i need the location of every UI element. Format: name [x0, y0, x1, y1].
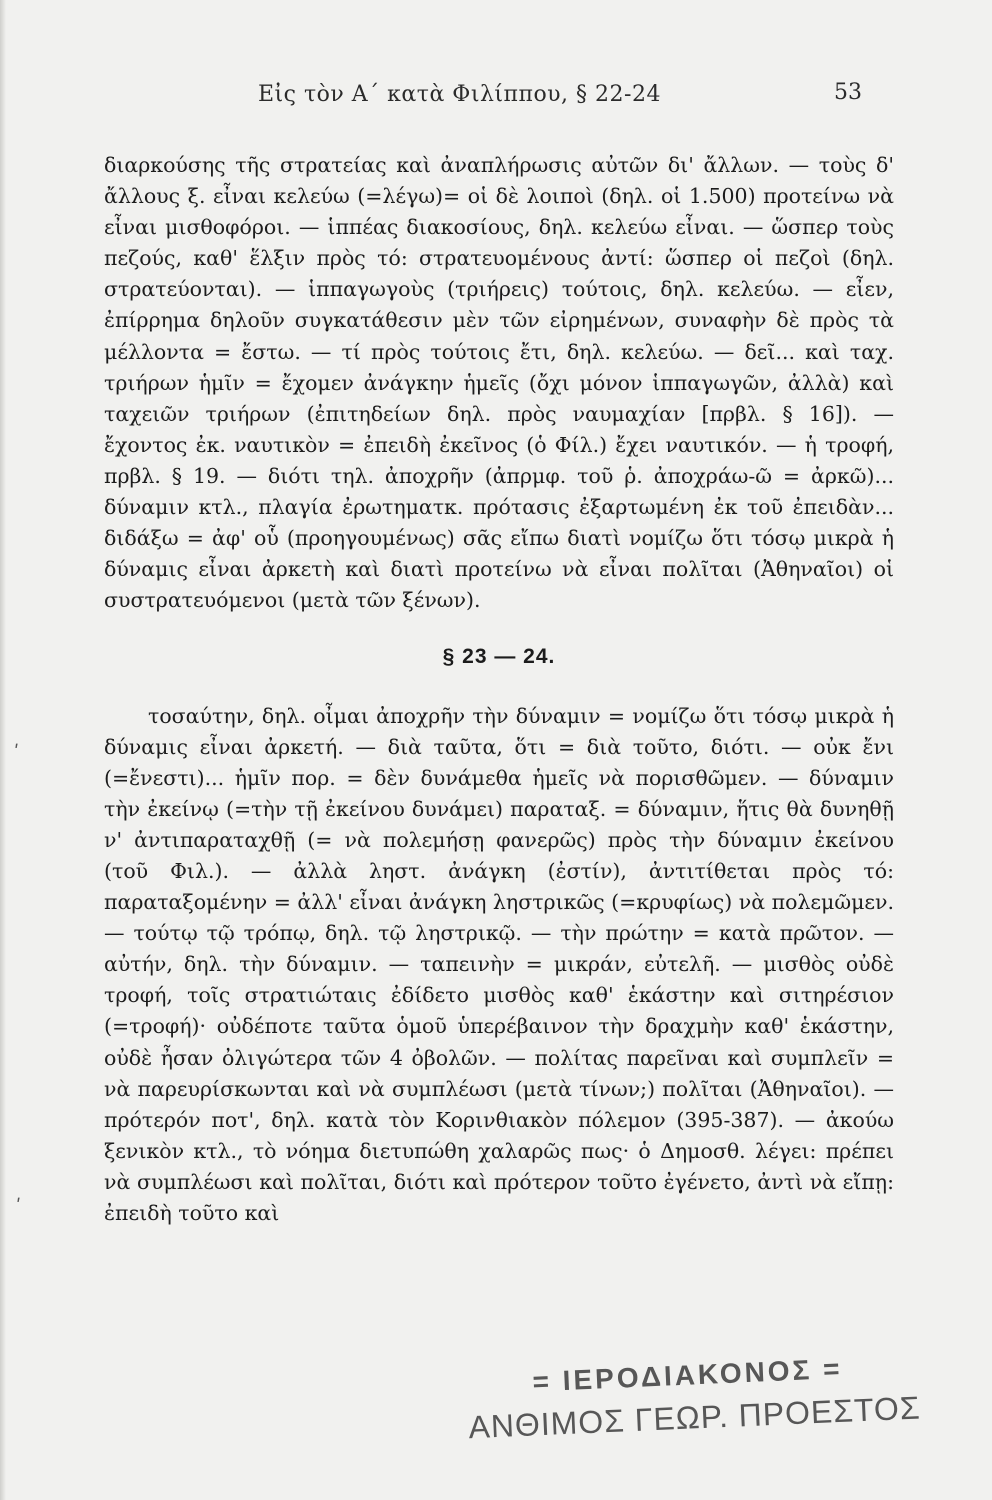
stamp-title: = ΙΕΡΟΔΙΑΚΟΝΟΣ = — [531, 1352, 844, 1398]
owner-stamp — [466, 1345, 940, 1475]
margin-mark: ʹ — [14, 742, 20, 763]
commentary-paragraph-1: διαρκούσης τῆς στρατείας καὶ ἀναπλήρωσις αὐτῶν δι' ἄλλων. — τοὺς δ' ἄλλους ξ. εἶναι κελεύω (=λέγω)= οἱ δὲ λοιποὶ (δηλ. οἱ 1.500) προτείνω νὰ εἶναι μισθοφόροι. — ἱππέας διακοσίους, δηλ. κελεύω εἶναι. — ὥσπερ τοὺς πεζούς, καθ' ἕλξιν πρὸς τό: στρατευομένους ἀντί: ὥσπερ οἱ πεζοὶ (δηλ. στρατεύονται). — ἱππαγωγοὺς (τριήρεις) τούτοις, δηλ. κελεύω. — εἶεν, ἐπίρρημα δηλοῦν συγκατάθεσιν μὲν τῶν εἰρημένων, συναφὴν δὲ πρὸς τὰ μέλλοντα = ἔστω. — τί πρὸς τούτοις ἔτι, δηλ. κελεύω. — δεῖ... καὶ ταχ. τριήρων ἡμῖν = ἔχομεν ἀνάγκην ἡμεῖς (ὄχι μόνον ἱππαγωγῶν, ἀλλὰ) καὶ ταχειῶν τριήρων (ἐπιτηδείων δηλ. πρὸς ναυμαχίαν [πρβλ. § 16]). — ἔχοντος ἐκ. ναυτικὸν = ἐπειδὴ ἐκεῖνος (ὁ Φίλ.) ἔχει ναυτικόν. — ἡ τροφή, πρβλ. § 19. — διότι τηλ. ἀποχρῆν (ἀπρμφ. τοῦ ῥ. ἀποχράω-ῶ = ἀρκῶ)... δύναμιν κτλ., πλαγία ἐρωτηματκ. πρότασις ἐξαρτωμένη ἐκ τοῦ ἐπειδὰν... διδάξω = ἀφ' οὗ (προηγουμένως) σᾶς εἴπω διατὶ νομίζω ὅτι τόσῳ μικρὰ ἡ δύναμις εἶναι ἀρκετὴ καὶ διατὶ προτείνω νὰ εἶναι πολῖται (Ἀθηναῖοι) οἱ συστρατευόμενοι (μετὰ τῶν ξένων). — [104, 153, 894, 613]
page-edge — [0, 0, 6, 1500]
page-header — [0, 80, 992, 116]
page-number: 53 — [834, 80, 862, 105]
running-title: Εἰς τὸν Α΄ κατὰ Φιλίππου, § 22-24 — [258, 82, 661, 107]
stamp-name: ΑΝΘΙΜΟΣ ΓΕΩΡ. ΠΡΟΕΣΤΟΣ — [467, 1389, 922, 1446]
commentary-text — [104, 150, 894, 1229]
section-heading: § 23 — 24. — [442, 645, 556, 669]
commentary-paragraph-2: τοσαύτην, δηλ. οἶμαι ἀποχρῆν τὴν δύναμιν = νομίζω ὅτι τόσῳ μικρὰ ἡ δύναμις εἶναι ἀρκετή. — διὰ ταῦτα, ὅτι = διὰ τοῦτο, διότι. — οὐκ ἔνι (=ἔνεστι)... ἡμῖν πορ. = δὲν δυνάμεθα ἡμεῖς νὰ πορισθῶμεν. — δύναμιν τὴν ἐκείνῳ (=τὴν τῇ ἐκείνου δυνάμει) παραταξ. = δύναμιν, ἥτις θὰ δυνηθῇ ν' ἀντιπαραταχθῇ (= νὰ πολεμήσῃ φανερῶς) πρὸς τὴν δύναμιν ἐκείνου (τοῦ Φιλ.). — ἀλλὰ ληστ. ἀνάγκη (ἐστίν), ἀντιτίθεται πρὸς τό: παραταξομένην = ἀλλ' εἶναι ἀνάγκη ληστρικῶς (=κρυφίως) νὰ πολεμῶμεν. — τούτῳ τῷ τρόπῳ, δηλ. τῷ ληστρικῷ. — τὴν πρώτην = κατὰ πρῶτον. — αὐτήν, δηλ. τὴν δύναμιν. — ταπεινὴν = μικράν, εὐτελῆ. — μισθὸς οὐδὲ τροφή, τοῖς στρατιώταις ἐδίδετο μισθὸς καθ' ἑκάστην καὶ σιτηρέσιον (=τροφή)· οὐδέποτε ταῦτα ὁμοῦ ὑπερέβαινον τὴν δραχμὴν καθ' ἑκάστην, οὐδὲ ἦσαν ὀλιγώτερα τῶν 4 ὀβολῶν. — πολίτας παρεῖναι καὶ συμπλεῖν = νὰ παρευρίσκωνται καὶ νὰ συμπλέωσι (μετὰ τίνων;) πολῖται (Ἀθηναῖοι). — πρότερόν ποτ', δηλ. κατὰ τὸν Κορινθιακὸν πόλεμον (395-387). — ἀκούω ξενικὸν κτλ., τὸ νόημα διετυπώθη χαλαρῶς πως· ὁ Δημοσθ. λέγει: πρέπει νὰ συμπλέωσι καὶ πολῖται, διότι καὶ πρότερον τοῦτο ἐγένετο, ἀντὶ νὰ εἴπῃ: ἐπειδὴ τοῦτο καὶ — [104, 703, 894, 1225]
margin-mark: ʹ — [16, 1196, 22, 1217]
